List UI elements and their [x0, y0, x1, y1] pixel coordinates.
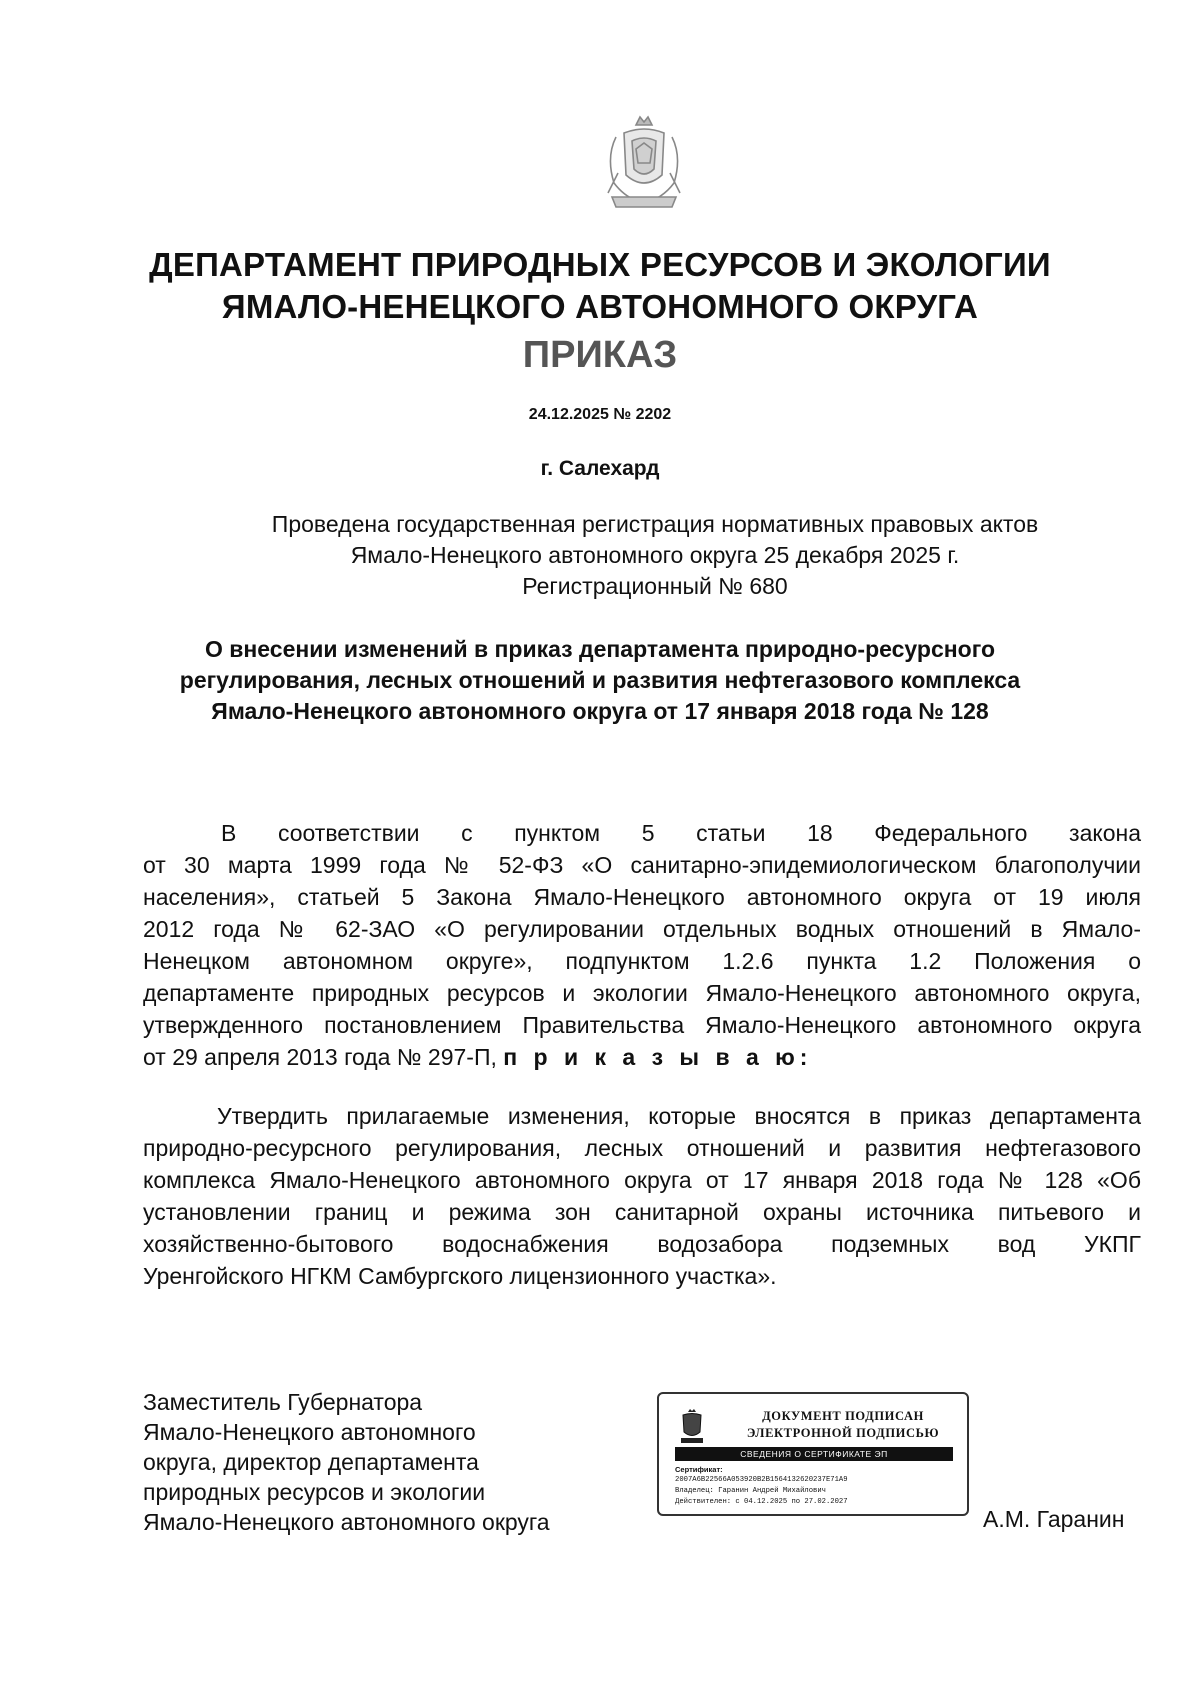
preamble-paragraph: [143, 817, 1141, 1073]
approval-line: комплекса Ямало-Ненецкого автономного округа от 17 января 2018 года № 128 «Об: [143, 1167, 1141, 1193]
approval-line: установлении границ и режима зон санитарной охраны источника питьевого и: [143, 1199, 1141, 1225]
coat-of-arms-graphic: [596, 113, 692, 211]
approval-line: хозяйственно-бытового водоснабжения водозабора подземных вод УКПГ: [143, 1231, 1141, 1257]
department-line-2: ЯМАЛО-НЕНЕЦКОГО АВТОНОМНОГО ОКРУГА: [221, 288, 979, 325]
document-title: [140, 634, 1060, 727]
yamal-coat-of-arms-icon: [596, 113, 692, 211]
preamble-line: Ненецком автономном округе», подпунктом 1.2.6 пункта 1.2 Положения о: [143, 948, 1141, 974]
city: г. Салехард: [540, 457, 660, 480]
stamp-header: [729, 1408, 957, 1442]
certificate-details: [675, 1464, 960, 1508]
order-word: п р и к а з ы в а ю:: [503, 1044, 813, 1070]
certificate-validity: Действителен: с 04.12.2025 по 27.02.2027: [675, 1498, 848, 1506]
title-line-3: Ямало-Ненецкого автономного округа от 17 января 2018 года № 128: [211, 698, 989, 724]
certificate-serial: 2007A6B22566A053920B2B1564132620237E71A9: [675, 1476, 848, 1484]
department-line-1: ДЕПАРТАМЕНТ ПРИРОДНЫХ РЕСУРСОВ И ЭКОЛОГИИ: [149, 246, 1051, 283]
electronic-signature-stamp: [657, 1392, 969, 1516]
certificate-owner: Владелец: Гаранин Андрей Михайлович: [675, 1487, 826, 1495]
position-line: Заместитель Губернатора: [143, 1389, 423, 1415]
document-type: ПРИКАЗ: [522, 334, 678, 376]
preamble-line: от 30 марта 1999 года № 52-ФЗ «О санитарно-эпидемиологическом благополучии: [143, 852, 1141, 878]
preamble-line: В соответствии с пунктом 5 статьи 18 Федерального закона: [221, 820, 1141, 846]
preamble-line: населения», статьей 5 Закона Ямало-Ненецкого автономного округа от 19 июля: [143, 884, 1141, 910]
registration-line-3: Регистрационный № 680: [522, 573, 788, 599]
position-line: округа, директор департамента: [143, 1449, 479, 1475]
stamp-header-line-2: ЭЛЕКТРОННОЙ ПОДПИСЬЮ: [746, 1426, 940, 1440]
signer-name: А.М. Гаранин: [983, 1506, 1125, 1532]
approval-line: Утвердить прилагаемые изменения, которые вносятся в приказ департамента: [217, 1103, 1141, 1129]
preamble-line: утвержденного постановлением Правительства Ямало-Ненецкого автономного округа: [143, 1012, 1141, 1038]
registration-note: [200, 509, 1110, 602]
position-line: природных ресурсов и экологии: [143, 1479, 486, 1505]
preamble-last-text: от 29 апреля 2013 года № 297-П,: [143, 1044, 497, 1070]
position-line: Ямало-Ненецкого автономного: [143, 1419, 476, 1445]
approval-paragraph: [143, 1100, 1141, 1292]
title-line-2: регулирования, лесных отношений и развития нефтегазового комплекса: [179, 667, 1021, 693]
registration-line-2: Ямало-Ненецкого автономного округа 25 декабря 2025 г.: [350, 542, 960, 568]
preamble-line: 2012 года № 62-ЗАО «О регулировании отдельных водных отношений в Ямало-: [143, 916, 1141, 942]
stamp-header-line-1: ДОКУМЕНТ ПОДПИСАН: [762, 1409, 924, 1423]
preamble-last-line: [143, 1041, 1141, 1073]
certificate-info-bar: СВЕДЕНИЯ О СЕРТИФИКАТЕ ЭП: [675, 1447, 953, 1461]
registration-line-1: Проведена государственная регистрация нормативных правовых актов: [271, 511, 1039, 537]
signatory-position: [143, 1387, 623, 1537]
coat-of-arms-small-icon: [677, 1408, 707, 1444]
department-name: [0, 244, 1200, 328]
approval-last-line: Уренгойского НГКМ Самбургского лицензионного участка».: [143, 1263, 777, 1289]
certificate-label: Сертификат:: [675, 1465, 723, 1474]
date-and-number: 24.12.2025 № 2202: [528, 406, 672, 423]
approval-line: природно-ресурсного регулирования, лесных отношений и развития нефтегазового: [143, 1135, 1141, 1161]
title-line-1: О внесении изменений в приказ департамента природно-ресурсного: [204, 636, 996, 662]
preamble-line: департаменте природных ресурсов и экологии Ямало-Ненецкого автономного округа,: [143, 980, 1141, 1006]
position-line: Ямало-Ненецкого автономного округа: [143, 1509, 550, 1535]
